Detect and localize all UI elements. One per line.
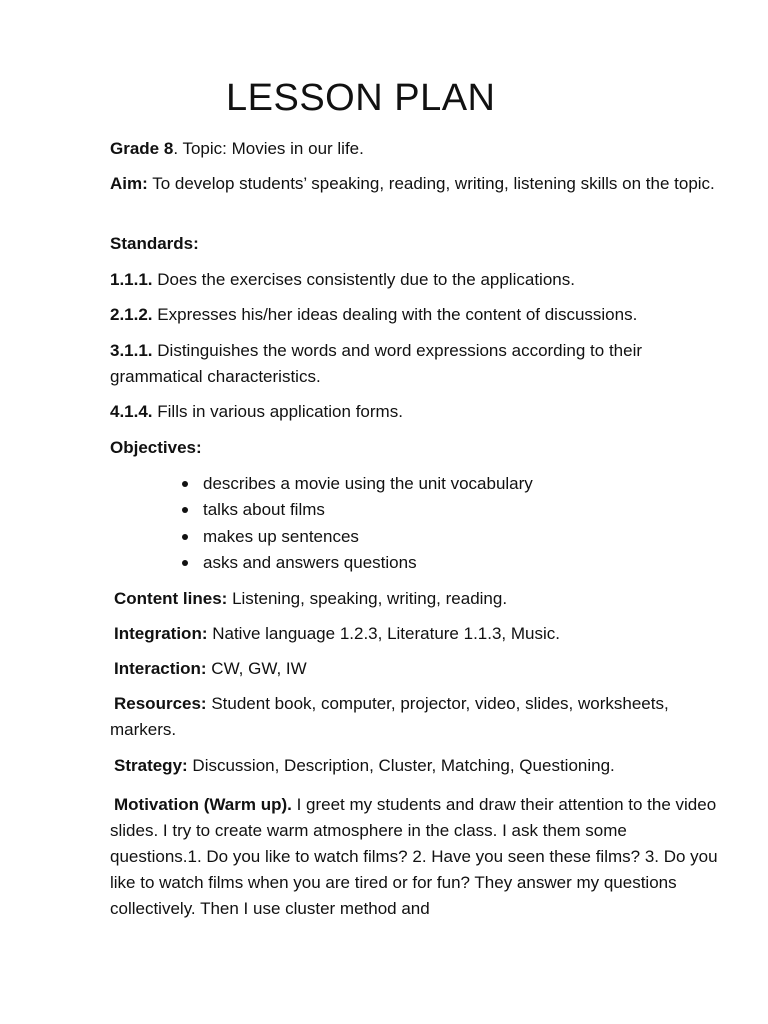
standard-code: 3.1.1.	[110, 341, 153, 360]
motivation-text: I greet my students and draw their attention to the video slides. I try to create warm atmosphere in the class. I ask them some questions.1. Do you like to watch films? 2. Have you seen these films? 3. Do you like to watch films when you are tired or for fun? They answer my questions collectively. Then I use cluster method and	[110, 795, 718, 918]
standard-text: Distinguishes the words and word expressions according to their grammatical characteristics.	[110, 341, 643, 386]
standard-text: Expresses his/her ideas dealing with the content of discussions.	[152, 305, 638, 324]
content-lines-line	[114, 586, 724, 612]
list-item: describes a movie using the unit vocabulary	[178, 471, 533, 497]
standard-item	[110, 267, 720, 293]
standard-code: 4.1.4.	[110, 402, 153, 421]
grade-topic-line	[110, 136, 720, 162]
resources-text: Student book, computer, projector, video, slides, worksheets, markers.	[110, 694, 669, 739]
content-lines-label: Content lines:	[114, 589, 228, 608]
list-item: talks about films	[178, 497, 533, 523]
list-item: makes up sentences	[178, 524, 533, 550]
integration-label: Integration:	[114, 624, 208, 643]
page-title: LESSON PLAN	[226, 77, 496, 119]
integration-text: Native language 1.2.3, Literature 1.1.3, Music.	[207, 624, 560, 643]
interaction-line	[114, 656, 724, 682]
objectives-heading: Objectives:	[110, 438, 202, 457]
strategy-text: Discussion, Description, Cluster, Matching, Questioning.	[187, 756, 615, 775]
grade-label: Grade 8	[110, 139, 174, 158]
standard-item	[110, 302, 720, 328]
strategy-label: Strategy:	[114, 756, 188, 775]
aim-paragraph	[110, 171, 720, 197]
strategy-line	[114, 753, 724, 779]
aim-label: Aim:	[110, 174, 148, 193]
interaction-text: CW, GW, IW	[206, 659, 307, 678]
standards-heading: Standards:	[110, 234, 199, 253]
standard-code: 1.1.1.	[110, 270, 153, 289]
standard-item	[110, 399, 720, 425]
aim-text: To develop students’ speaking, reading, writing, listening skills on the topic.	[147, 174, 715, 193]
content-lines-text: Listening, speaking, writing, reading.	[227, 589, 508, 608]
standard-item	[110, 338, 720, 390]
standard-code: 2.1.2.	[110, 305, 153, 324]
resources-label: Resources:	[114, 694, 207, 713]
topic-text: . Topic: Movies in our life.	[173, 139, 364, 158]
list-item: asks and answers questions	[178, 550, 533, 576]
resources-paragraph	[110, 691, 720, 743]
standard-text: Fills in various application forms.	[152, 402, 403, 421]
motivation-paragraph	[110, 792, 720, 922]
interaction-label: Interaction:	[114, 659, 207, 678]
standard-text: Does the exercises consistently due to the applications.	[152, 270, 575, 289]
objectives-list	[178, 471, 533, 576]
motivation-label: Motivation (Warm up).	[114, 795, 292, 814]
integration-line	[114, 621, 724, 647]
